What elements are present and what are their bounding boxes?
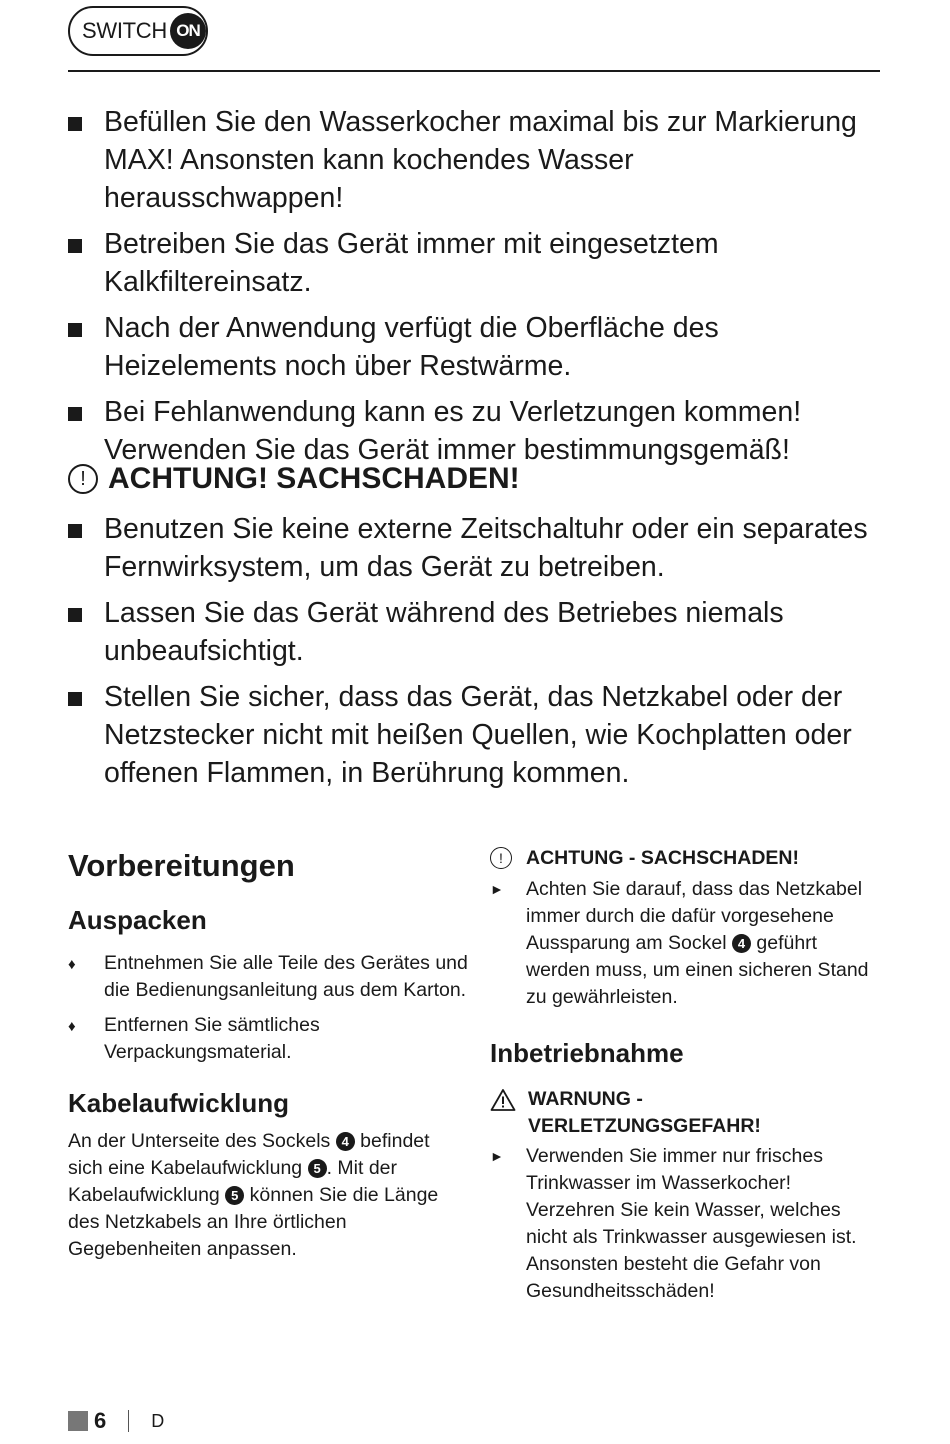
list-item: ♦ Entfernen Sie sämtliches Verpackungsmaterial. — [68, 1014, 320, 1063]
square-bullet-icon — [68, 407, 82, 421]
list-item: ♦ Entnehmen Sie alle Teile des Gerätes und die Bedienungsanleitung aus dem Karton. — [68, 952, 468, 1001]
header-rule — [68, 70, 880, 72]
exclamation-icon: ! — [490, 847, 512, 869]
subheading-unpacking: Auspacken — [68, 905, 207, 935]
square-bullet-icon — [68, 323, 82, 337]
warning-heading: WARNUNG - VERLETZUNGSGEFAHR! — [490, 1086, 761, 1140]
square-bullet-icon — [68, 117, 82, 131]
page-number: 6 — [94, 1408, 107, 1433]
cable-winding-paragraph: An der Unterseite des Sockels 4 befindet sich eine Kabelaufwicklung 5 . Mit der Kabelaufwicklung 5 können Sie die Länge des Netzkabels an Ihre örtlichen Gegebenheiten anpassen. — [68, 1130, 439, 1260]
list-item: Bei Fehlanwendung kann es zu Verletzungen kommen! Verwenden Sie das Gerät immer bestimmungsgemäß! — [68, 393, 880, 469]
caution-subheading: ! ACHTUNG - SACHSCHADEN! — [490, 845, 799, 872]
safety-warning-list — [68, 103, 880, 477]
page-marker-icon — [68, 1411, 88, 1431]
list-item: Befüllen Sie den Wasserkocher maximal bis zur Markierung MAX! Ansonsten kann kochendes Wasser herausschwappen! — [68, 103, 880, 217]
subheading-cable-winding: Kabelaufwicklung — [68, 1088, 290, 1118]
logo-on-badge: ON — [170, 13, 206, 49]
warning-note-list — [490, 1143, 885, 1305]
list-item: Benutzen Sie keine externe Zeitschaltuhr oder ein separates Fernwirksystem, um das Gerät zu betreiben. — [68, 510, 880, 586]
part-number-badge: 5 — [225, 1186, 244, 1205]
square-bullet-icon — [68, 692, 82, 706]
footer-divider — [128, 1410, 129, 1432]
part-number-badge: 5 — [308, 1159, 327, 1178]
language-code: D — [151, 1410, 165, 1431]
list-item: Nach der Anwendung verfügt die Oberfläche des Heizelements noch über Restwärme. — [68, 309, 880, 385]
diamond-bullet-icon: ♦ — [68, 956, 76, 973]
arrow-bullet-icon: ► — [490, 881, 504, 897]
logo-text: SWITCH — [82, 18, 167, 43]
exclamation-icon: ! — [68, 464, 98, 494]
switchon-logo — [68, 6, 208, 56]
list-item: Lassen Sie das Gerät während des Betriebes niemals unbeaufsichtigt. — [68, 594, 880, 670]
section-heading-startup: Inbetriebnahme — [490, 1038, 684, 1068]
caution-list — [68, 510, 880, 800]
square-bullet-icon — [68, 524, 82, 538]
arrow-bullet-icon: ► — [490, 1148, 504, 1164]
list-item: Betreiben Sie das Gerät immer mit eingesetztem Kalkfiltereinsatz. — [68, 225, 880, 301]
square-bullet-icon — [68, 239, 82, 253]
diamond-bullet-icon: ♦ — [68, 1018, 76, 1035]
unpacking-list — [68, 950, 468, 1074]
list-item: Stellen Sie sicher, dass das Gerät, das Netzkabel oder der Netzstecker nicht mit heißen Quellen, wie Kochplatten oder offenen Flammen, in Berührung kommen. — [68, 678, 880, 792]
caution-note-list — [490, 876, 885, 1011]
part-number-badge: 4 — [732, 934, 751, 953]
caution-heading: ! ACHTUNG! SACHSCHADEN! — [68, 462, 520, 496]
square-bullet-icon — [68, 608, 82, 622]
page-footer — [68, 1408, 164, 1434]
list-item: ► Verwenden Sie immer nur frisches Trinkwasser im Wasserkocher! Verzehren Sie kein Wasser, welches nicht als Trinkwasser ausgewiesen ist. Ansonsten besteht die Gefahr von Gesundheitsschäden! — [490, 1145, 857, 1302]
list-item: ► Achten Sie darauf, dass das Netzkabel immer durch die dafür vorgesehene Aussparung am Sockel 4 geführt werden muss, um einen sicheren Stand zu gewährleisten. — [490, 878, 869, 1008]
section-heading-preparations: Vorbereitungen — [68, 848, 295, 883]
part-number-badge: 4 — [336, 1132, 355, 1151]
warning-triangle-icon — [490, 1088, 516, 1112]
